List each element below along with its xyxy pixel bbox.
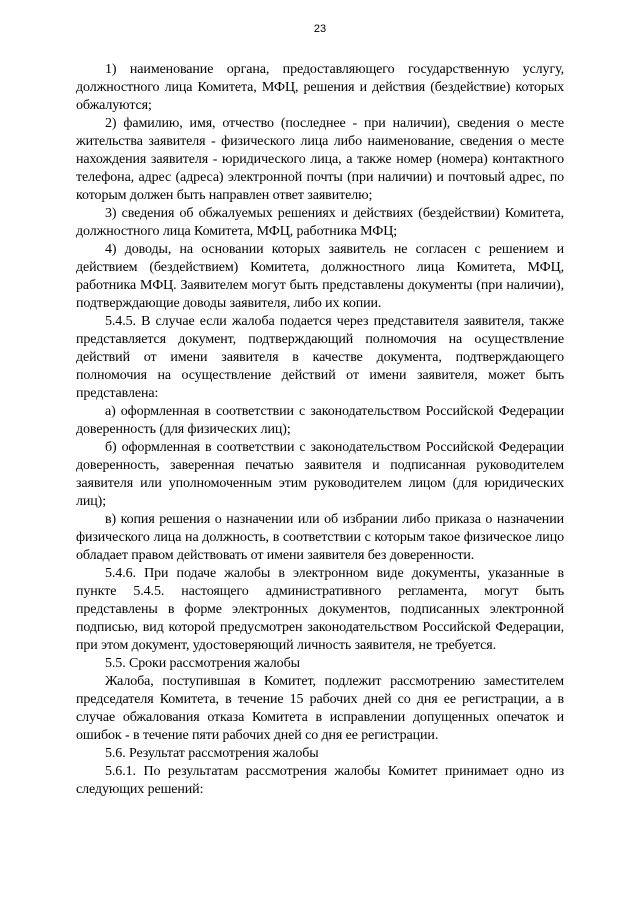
heading-5-5: 5.5. Сроки рассмотрения жалобы — [105, 656, 300, 671]
clause-5-4-6: 5.4.6. При подаче жалобы в электронном виде документы, указанные в пункте 5.4.5. настоящего административного регламента, могут быть представлены в форме электронных документов, подписанных электронной подписью, вид которой предусмотрен законодательством Российской Федерации, при этом документ, удостоверяющий личность заявителя, не требуется. — [76, 566, 564, 653]
clause-5-4-5: 5.4.5. В случае если жалоба подается через представителя заявителя, также представляется документ, подтверждающий полномочия на осуществление действий от имени заявителя в качестве документа, подтверждающего полномочия на осуществление действий от имени заявителя, может быть представлена: — [76, 314, 564, 401]
item-3-appealed-decisions: 3) сведения об обжалуемых решениях и действиях (бездействии) Комитета, должностного лица Комитета, МФЦ, работника МФЦ; — [76, 206, 564, 239]
item-2-applicant-details: 2) фамилию, имя, отчество (последнее - при наличии), сведения о месте жительства заявителя - физического лица либо наименование, сведения о месте нахождения заявителя - юридического лица, а также номер (номера) контактного телефона, адрес (адреса) электронной почты (при наличии) и почтовый адрес, по которым должен быть направлен ответ заявителю; — [76, 116, 564, 203]
clause-5-6-1: 5.6.1. По результатам рассмотрения жалобы Комитет принимает одно из следующих решений: — [76, 764, 564, 797]
item-4-arguments: 4) доводы, на основании которых заявитель не согласен с решением и действием (бездействием) Комитета, должностного лица Комитета, МФЦ, работника МФЦ. Заявителем могут быть представлены документы (при наличии), подтверждающие доводы заявителя, либо их копии. — [76, 242, 564, 311]
clause-5-5-text: Жалоба, поступившая в Комитет, подлежит рассмотрению заместителем председателя Комитета, в течение 15 рабочих дней со дня ее регистрации, а в случае обжалования отказа Комитета в исправлении допущенных опечаток и ошибок - в течение пяти рабочих дней со дня ее регистрации. — [76, 674, 564, 743]
body-text — [76, 61, 564, 799]
page-number: 23 — [313, 23, 327, 35]
subitem-a-power-of-attorney: а) оформленная в соответствии с законодательством Российской Федерации доверенность (для физических лиц); — [76, 404, 564, 437]
item-1-organ-name: 1) наименование органа, предоставляющего государственную услугу, должностного лица Комитета, МФЦ, решения и действия (бездействие) которых обжалуются; — [76, 62, 564, 113]
subitem-c-appointment-copy: в) копия решения о назначении или об избрании либо приказа о назначении физического лица на должность, в соответствии с которым такое физическое лицо обладает правом действовать от имени заявителя без доверенности. — [76, 512, 564, 563]
subitem-b-power-of-attorney-legal: б) оформленная в соответствии с законодательством Российской Федерации доверенность, заверенная печатью заявителя и подписанная руководителем заявителя или уполномоченным этим руководителем лицом (для юридических лиц); — [76, 440, 564, 509]
heading-5-6: 5.6. Результат рассмотрения жалобы — [105, 746, 319, 761]
